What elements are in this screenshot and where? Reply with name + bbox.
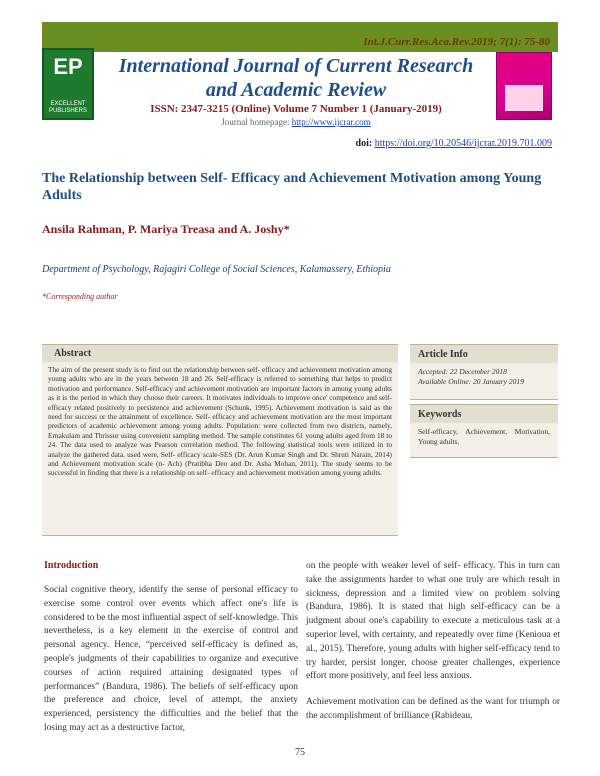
publisher-logo bbox=[42, 48, 94, 120]
journal-title-line2: and Academic Review bbox=[205, 79, 387, 101]
corresponding-author-note: *Corresponding author bbox=[42, 292, 118, 301]
article-info-heading: Article Info bbox=[410, 345, 558, 363]
article-authors: Ansila Rahman, P. Mariya Treasa and A. Joshy* bbox=[42, 222, 290, 236]
body-paragraph: Achievement motivation can be defined as the want for triumph or the accomplishment of brilliance (Rabideau, bbox=[306, 697, 560, 721]
keywords-box bbox=[410, 404, 558, 458]
abstract-heading: Abstract bbox=[54, 348, 92, 359]
doi-line bbox=[356, 138, 552, 149]
keywords-text: Self-efficacy, Achievement, Motivation, Young adults. bbox=[418, 427, 550, 446]
abstract-header bbox=[42, 345, 398, 362]
header-band bbox=[42, 22, 558, 52]
article-info-dates bbox=[410, 363, 558, 387]
abstract-box bbox=[42, 344, 398, 536]
body-paragraph: on the people with weaker level of self- efficacy. This in turn can take the assignments harder to what one truly are which result in sickness, depression and a limited view on problem solving (Bandura, 1986). It is stated that high self-efficacy can be a judgment about one's capability to execute a meticulous task at a superior level, with certainty, and repeatedly over time (Kenioua et al., 2015). Therefore, young adults with higher self-efficacy tend to try harder, persist longer, choose greater challenges, experience effort more positively, and feel less anxious. bbox=[306, 561, 560, 682]
body-column-right bbox=[306, 560, 560, 724]
doi-link[interactable]: https://doi.org/10.20546/ijcrar.2019.701.009 bbox=[374, 138, 552, 149]
logo-letters: EP bbox=[53, 54, 83, 79]
homepage-label: Journal homepage: bbox=[221, 117, 292, 127]
journal-cover-image bbox=[496, 52, 552, 120]
body-paragraph: Social cognitive theory, identify the sense of personal efficacy to exercise some control over events which affect one's life is considered to be the most influential aspect of self-knowledge. This nevertheless, is a key element in the exercise of control and personal agency. Hence, “perceived self-efficacy is defined as, people's judgments of their capabilities to organize and executive courses of action required attaining designated types of performances” (Bandura, 1986). The beliefs of self-efficacy upon the preference and choice, level of attempt, the anxiety experienced, persistency the difficulties and the belief that the losing may act as a destructive factor, bbox=[44, 585, 298, 733]
keywords-heading: Keywords bbox=[410, 405, 558, 423]
author-affiliation: Department of Psychology, Rajagiri College of Social Sciences, Kalamassery, Ethiopia bbox=[42, 264, 391, 275]
page-number: 75 bbox=[295, 747, 305, 758]
accepted-date: Accepted: 22 December 2018 bbox=[418, 367, 507, 376]
article-info-box bbox=[410, 344, 558, 400]
article-title: The Relationship between Self- Efficacy and Achievement Motivation among Young Adults bbox=[42, 171, 542, 203]
journal-citation: Int.J.Curr.Res.Aca.Rev.2019; 7(1): 75-80 bbox=[363, 36, 550, 48]
online-date: Available Online: 20 January 2019 bbox=[418, 377, 524, 386]
introduction-heading: Introduction bbox=[44, 560, 99, 571]
homepage-link[interactable]: http://www.ijcrar.com bbox=[291, 117, 371, 127]
journal-homepage bbox=[100, 117, 492, 127]
body-column-left bbox=[44, 560, 298, 736]
journal-title bbox=[100, 54, 492, 102]
cover-picture bbox=[505, 85, 543, 111]
issn-line: ISSN: 2347-3215 (Online) Volume 7 Number 1 (January-2019) bbox=[150, 103, 442, 115]
doi-label: doi: bbox=[355, 138, 375, 149]
abstract-text: The aim of the present study is to find out the relationship between self- efficacy and achievement motivation among young adults who are in the years between 18 and 26. Self-efficacy is referred to something that helps to predict motivation and performance. Self-efficacy and achievement motivation are important factors in among young adults as it is the period in which they choose their careers. It motivates individuals to improve once' competence and self-efficacy related positively to persistence and achievement (Schunk, 1995). Achievement motivation is said as the need for success or the attainment of excellence. Self- efficacy and achievement motivation are the most important predictors of academic achievement among young adults. Population: were collected from two districts, namely, Ernakulam and Thrissur using convenient sampling method. The sample constitutes 61 young adults aged from 18 to 24. The data used to analyze was Pearson correlation method. The following statistical tools were utilized in to analyze the gathered data. used were, Self- efficacy scale-SES (Dr. Arun Kumar Singh and Dr. Shruti Narain, 2014) and Achievement motivation scale (n- Ach) (Pratibha Deo and Dr. Asha Mohan, 2011). The study seems to be successful in finding that there is a relationship on self- efficacy and achievement motivation among young adults. bbox=[48, 365, 392, 478]
logo-caption: EXCELLENT PUBLISHERS bbox=[48, 101, 87, 114]
journal-title-line1: International Journal of Current Research bbox=[118, 55, 474, 77]
